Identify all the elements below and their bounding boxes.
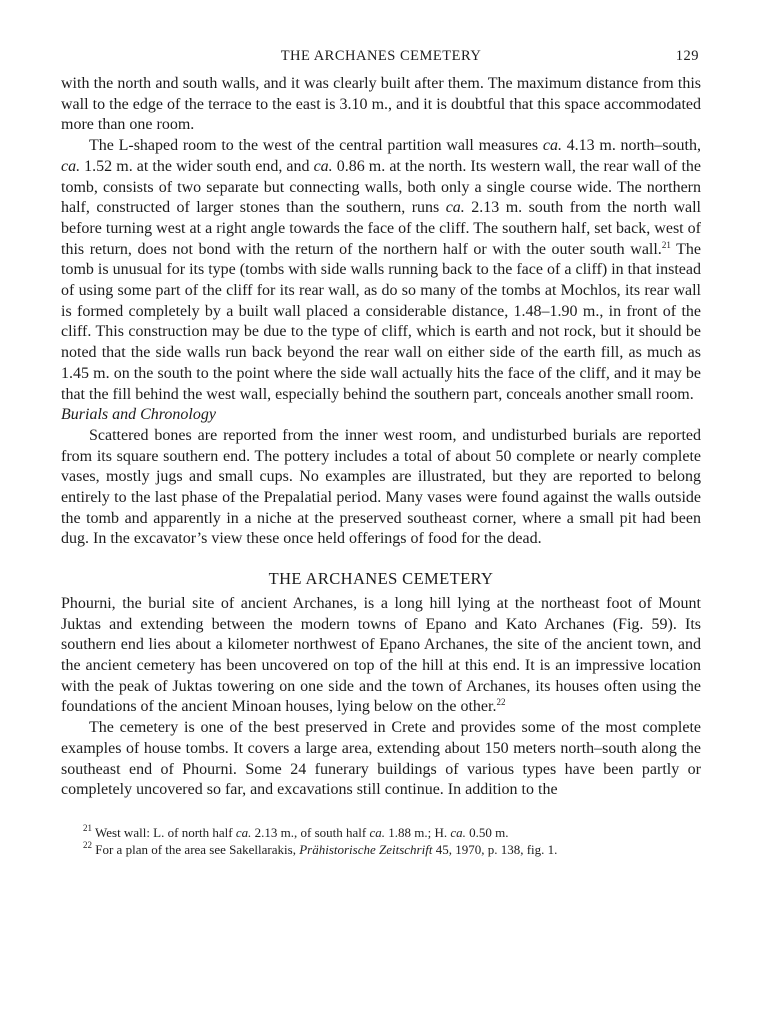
text-run: 0.50 m. bbox=[465, 824, 509, 840]
abbrev-circa: ca. bbox=[445, 199, 465, 217]
running-head bbox=[61, 48, 701, 74]
text-run: 0.86 m. at the north. Its western wall, the rear wall of the tomb, consists of two separate but connecting walls, both only a single course wide. The northern half, constructed of larger stones than the southern, runs bbox=[61, 157, 701, 217]
abbrev-circa: ca. bbox=[450, 824, 466, 840]
footnote-ref-22: 22 bbox=[496, 697, 506, 708]
book-page bbox=[61, 48, 701, 858]
abbrev-circa: ca. bbox=[235, 824, 252, 840]
paragraph-l-shaped-room bbox=[61, 136, 701, 405]
paragraph-continued: with the north and south walls, and it was clearly built after them. The maximum distance from this wall to the edge of the terrace to the east is 3.10 m., and it is doubtful that this space accommodated more than one room. bbox=[61, 75, 701, 134]
text-run: The L-shaped room to the west of the central partition wall measures bbox=[89, 137, 543, 155]
abbrev-circa: ca. bbox=[369, 824, 385, 840]
section-heading: THE ARCHANES CEMETERY bbox=[268, 569, 494, 589]
text-run: The tomb is unusual for its type (tombs with side walls running back to the face of a cliff) in that instead of using some part of the cliff for its rear wall, as do so many of the tombs at Mochlos, its rear wall is formed completely by a built wall placed a considerable distance, 1.48–1.90 m., in front of the cliff. This construction may be due to the type of cliff, which is earth and not rock, but it should be noted that the side walls run back beyond the rear wall on either side of the earth fill, as much as 1.45 m. on the south to the point where the side wall actually hits the face of the cliff, and it may be that the fill behind the west wall, especially behind the southern part, conceals another small room. bbox=[61, 240, 701, 403]
text-run: For a plan of the area see Sakellarakis, bbox=[92, 841, 300, 857]
text-run: 45, 1970, p. 138, fig. 1. bbox=[432, 841, 558, 857]
text-run: 1.52 m. at the wider south end, and bbox=[80, 157, 314, 175]
paragraph-phourni bbox=[61, 594, 701, 718]
paragraph-burials: Scattered bones are reported from the inner west room, and undisturbed burials are reported from its square southern end. The pottery includes a total of about 50 complete or nearly complete vases, mostly jugs and small cups. No examples are illustrated, but they are reported to belong entirely to the last phase of the Prepalatial period. Many vases were found against the walls outside the tomb and apparently in a niche at the preserved southeast corner, where a small pit had been dug. In the excavator’s view these once held offerings of food for the dead. bbox=[61, 426, 701, 548]
journal-title: Prähistorische Zeitschrift bbox=[299, 841, 433, 857]
running-title: THE ARCHANES CEMETERY bbox=[280, 48, 482, 64]
footnotes bbox=[61, 824, 701, 858]
paragraph-cemetery: The cemetery is one of the best preserved in Crete and provides some of the most complete examples of house tombs. It covers a large area, extending about 150 meters north–south along the southeast end of Phourni. Some 24 funerary buildings of various types have been partly or completely uncovered so far, and excavations still continue. In addition to the bbox=[61, 719, 701, 799]
footnote-ref-21: 21 bbox=[661, 239, 671, 250]
text-run: West wall: L. of north half bbox=[92, 824, 236, 840]
text-run: 2.13 m. south from the north wall before turning west at a right angle towards the face of the cliff. The southern half, set back, west of this return, does not bond with the return of the northern half or with the outer south wall. bbox=[61, 199, 701, 258]
abbrev-circa: ca. bbox=[61, 157, 81, 175]
footnote-number: 21 bbox=[83, 822, 92, 833]
text-run: 4.13 m. north–south, bbox=[561, 137, 702, 155]
abbrev-circa: ca. bbox=[313, 157, 333, 175]
text-run: Phourni, the burial site of ancient Archanes, is a long hill lying at the northeast foot of Mount Juktas and extending between the modern towns of Epano and Kato Archanes (Fig. 59). Its southern end lies about a kilometer northwest of Epano Archanes, the site of the ancient town, and the ancient cemetery has been uncovered on top of the hill at this end. It is an impressive location with the peak of Juktas towering on one side and the town of Archanes, its houses often using the foundations of the ancient Minoan houses, lying below on the other. bbox=[61, 594, 701, 716]
footnote-22 bbox=[83, 841, 701, 858]
footnote-21 bbox=[83, 824, 701, 841]
abbrev-circa: ca. bbox=[542, 137, 562, 155]
page-number: 129 bbox=[675, 48, 699, 64]
text-run: 2.13 m., of south half bbox=[251, 824, 370, 840]
subheading-burials: Burials and Chronology bbox=[61, 406, 216, 424]
body-text bbox=[61, 74, 701, 801]
text-run: 1.88 m.; H. bbox=[385, 824, 451, 840]
footnote-number: 22 bbox=[83, 839, 92, 850]
